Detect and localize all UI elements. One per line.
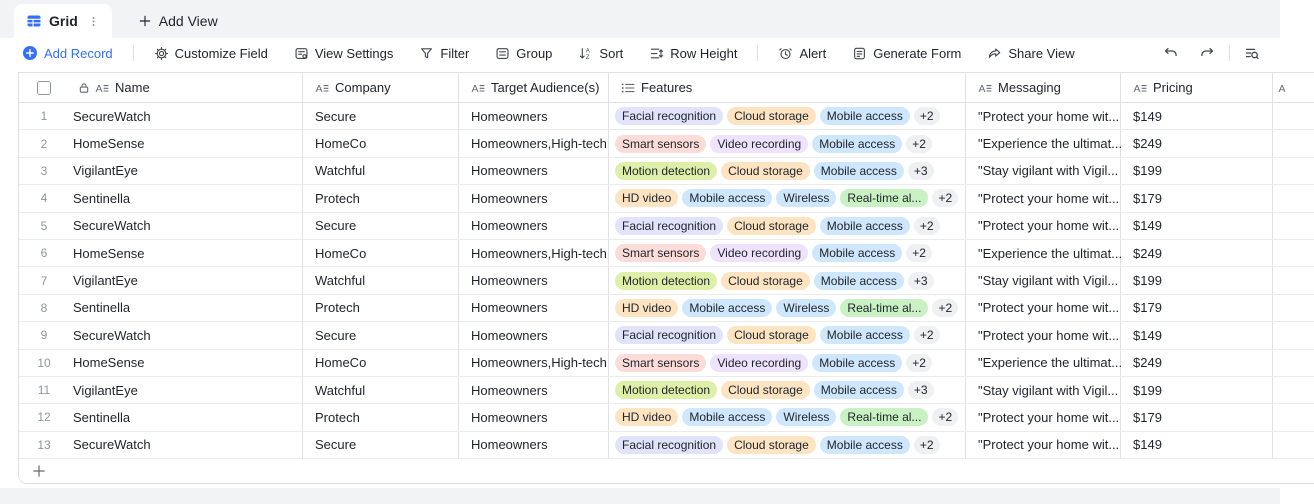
table-row[interactable]: [19, 240, 1314, 267]
next-field-cell-partial: [1273, 185, 1313, 211]
feature-tag: Cloud storage: [721, 381, 810, 399]
text-field-icon: [1133, 81, 1147, 95]
features-cell[interactable]: [609, 158, 966, 184]
row-number: 4: [40, 191, 48, 206]
toolbar-divider: [133, 45, 134, 61]
add-record-button[interactable]: Add Record: [22, 45, 113, 61]
table-row[interactable]: [19, 130, 1314, 157]
next-field-cell-partial: [1273, 404, 1313, 430]
alarm-clock-icon: [778, 46, 793, 61]
row-number: 5: [40, 218, 48, 233]
name-cell[interactable]: [19, 103, 303, 129]
view-tab-bar: [0, 0, 1280, 38]
target-audience-cell[interactable]: Homeowners: [459, 377, 609, 403]
name-value: HomeSense: [73, 245, 145, 261]
tab-grid-label: Grid: [49, 13, 78, 29]
messaging-cell[interactable]: "Protect your home wit...: [966, 432, 1121, 458]
grid-body: [19, 103, 1314, 459]
text-field-icon: [1278, 81, 1292, 95]
feature-tag: Mobile access: [820, 436, 910, 454]
undo-icon[interactable]: [1163, 45, 1179, 61]
feature-tag: Mobile access: [814, 162, 904, 180]
toolbar-divider: [757, 45, 758, 61]
table-row[interactable]: [19, 432, 1314, 459]
next-field-cell-partial: [1273, 158, 1313, 184]
next-field-cell-partial: [1273, 322, 1313, 348]
row-number: 8: [40, 300, 48, 315]
header-messaging[interactable]: A Messaging: [966, 73, 1121, 102]
row-height-icon: [649, 46, 664, 61]
name-value: HomeSense: [73, 136, 145, 152]
messaging-cell[interactable]: "Protect your home wit...: [966, 322, 1121, 348]
pricing-cell[interactable]: $199: [1121, 267, 1273, 293]
pricing-cell[interactable]: $179: [1121, 185, 1273, 211]
feature-tag: Motion detection: [615, 162, 717, 180]
target-audience-cell[interactable]: Homeowners: [459, 158, 609, 184]
next-field-cell-partial: [1273, 103, 1313, 129]
messaging-cell[interactable]: "Stay vigilant with Vigil...: [966, 377, 1121, 403]
text-field-icon: [95, 81, 109, 95]
company-cell[interactable]: Watchful: [303, 267, 459, 293]
next-field-cell-partial: [1273, 213, 1313, 239]
feature-tag: Facial recognition: [615, 107, 723, 125]
gear-icon: [154, 46, 169, 61]
svg-text:A: A: [1278, 82, 1286, 95]
target-audience-cell[interactable]: Homeowners: [459, 404, 609, 430]
feature-tag: HD video: [615, 408, 678, 426]
name-cell[interactable]: [19, 158, 303, 184]
pricing-cell[interactable]: $179: [1121, 295, 1273, 321]
features-cell[interactable]: [609, 130, 966, 156]
next-field-cell-partial: [1273, 130, 1313, 156]
pricing-cell[interactable]: $149: [1121, 322, 1273, 348]
sort-icon: [578, 46, 593, 61]
feature-tag: Mobile access: [682, 408, 772, 426]
company-cell[interactable]: Watchful: [303, 158, 459, 184]
name-value: Sentinella: [73, 300, 131, 316]
feature-overflow-count: +2: [914, 326, 940, 344]
alert-button[interactable]: Alert: [778, 46, 826, 61]
grid-table: [18, 72, 1314, 484]
feature-tag: Cloud storage: [727, 107, 816, 125]
target-audience-cell[interactable]: Homeowners: [459, 432, 609, 458]
feature-tag: Video recording: [710, 354, 808, 372]
feature-tag: Smart sensors: [615, 354, 706, 372]
svg-text:A: A: [95, 82, 103, 95]
row-height-button[interactable]: Row Height: [649, 46, 737, 61]
next-field-cell-partial: [1273, 350, 1313, 376]
feature-overflow-count: +2: [914, 436, 940, 454]
features-cell[interactable]: [609, 240, 966, 266]
feature-tag: Smart sensors: [615, 244, 706, 262]
feature-tag: Smart sensors: [615, 135, 706, 153]
header-name[interactable]: A Name: [19, 73, 303, 102]
feature-tag: Facial recognition: [615, 217, 723, 235]
pricing-cell[interactable]: $149: [1121, 213, 1273, 239]
pricing-cell[interactable]: $149: [1121, 432, 1273, 458]
feature-tag: Mobile access: [812, 244, 902, 262]
toolbar-right: [1163, 45, 1260, 61]
name-value: Sentinella: [73, 190, 131, 206]
row-number: 3: [40, 163, 48, 178]
messaging-cell[interactable]: "Protect your home wit...: [966, 404, 1121, 430]
text-field-icon: [471, 81, 485, 95]
sort-button[interactable]: A Z Sort: [578, 46, 623, 61]
header-next-field-partial: [1273, 73, 1313, 102]
pricing-cell[interactable]: $149: [1121, 103, 1273, 129]
feature-tag: Video recording: [710, 244, 808, 262]
feature-tag: Motion detection: [615, 272, 717, 290]
target-audience-cell[interactable]: Homeowners: [459, 322, 609, 348]
svg-text:A: A: [978, 82, 986, 95]
feature-overflow-count: +2: [906, 244, 932, 262]
features-cell[interactable]: [609, 350, 966, 376]
feature-tag: Cloud storage: [727, 326, 816, 344]
name-value: SecureWatch: [73, 327, 151, 343]
filter-funnel-icon: [419, 46, 434, 61]
view-settings-button[interactable]: View Settings: [294, 46, 394, 61]
row-number: 1: [40, 109, 48, 124]
target-audience-cell[interactable]: Homeowners: [459, 103, 609, 129]
messaging-cell[interactable]: "Protect your home wit...: [966, 295, 1121, 321]
messaging-cell[interactable]: "Protect your home wit...: [966, 213, 1121, 239]
search-records-icon[interactable]: [1244, 45, 1260, 61]
company-cell[interactable]: Secure: [303, 322, 459, 348]
next-field-cell-partial: [1273, 267, 1313, 293]
company-cell[interactable]: HomeCo: [303, 130, 459, 156]
redo-icon[interactable]: [1199, 45, 1215, 61]
table-row[interactable]: [19, 267, 1314, 294]
pricing-cell[interactable]: $249: [1121, 350, 1273, 376]
svg-text:A: A: [471, 82, 479, 95]
feature-tag: Cloud storage: [727, 436, 816, 454]
feature-tag: Mobile access: [812, 135, 902, 153]
row-number: 13: [37, 437, 51, 452]
name-value: SecureWatch: [73, 108, 151, 124]
name-cell[interactable]: [19, 350, 303, 376]
company-cell[interactable]: HomeCo: [303, 240, 459, 266]
feature-tag: Video recording: [710, 135, 808, 153]
name-value: VigilantEye: [73, 163, 138, 179]
feature-tag: Mobile access: [812, 354, 902, 372]
target-audience-cell[interactable]: Homeowners,High-tech: [459, 240, 609, 266]
group-button[interactable]: Group: [495, 46, 552, 61]
feature-tag: Mobile access: [820, 107, 910, 125]
feature-tag: Real-time al...: [840, 189, 928, 207]
feature-overflow-count: +2: [914, 107, 940, 125]
table-row[interactable]: [19, 322, 1314, 349]
next-field-cell-partial: [1273, 432, 1313, 458]
text-field-icon: [978, 81, 992, 95]
feature-overflow-count: +3: [908, 272, 934, 290]
name-value: SecureWatch: [73, 437, 151, 453]
svg-text:A: A: [1133, 82, 1141, 95]
company-cell[interactable]: Watchful: [303, 377, 459, 403]
company-cell[interactable]: Secure: [303, 103, 459, 129]
table-row[interactable]: [19, 350, 1314, 377]
name-cell[interactable]: [19, 130, 303, 156]
feature-tag: Mobile access: [682, 189, 772, 207]
generate-form-button[interactable]: Generate Form: [852, 46, 961, 61]
toolbar: [0, 38, 1280, 68]
target-audience-cell[interactable]: Homeowners: [459, 295, 609, 321]
pricing-cell[interactable]: $249: [1121, 130, 1273, 156]
feature-overflow-count: +2: [932, 408, 958, 426]
group-icon: [495, 46, 510, 61]
feature-overflow-count: +2: [932, 299, 958, 317]
filter-button[interactable]: Filter: [419, 46, 469, 61]
feature-tag: Facial recognition: [615, 326, 723, 344]
feature-tag: Cloud storage: [727, 217, 816, 235]
table-row[interactable]: [19, 103, 1314, 130]
pricing-cell[interactable]: $249: [1121, 240, 1273, 266]
feature-tag: Mobile access: [682, 299, 772, 317]
table-row[interactable]: [19, 213, 1314, 240]
feature-overflow-count: +2: [932, 189, 958, 207]
table-row[interactable]: [19, 185, 1314, 212]
header-company[interactable]: A Company: [303, 73, 459, 102]
company-cell[interactable]: Secure: [303, 432, 459, 458]
row-number: 11: [37, 383, 51, 398]
table-row[interactable]: [19, 404, 1314, 431]
feature-tag: Facial recognition: [615, 436, 723, 454]
row-number: 12: [37, 410, 51, 425]
add-record-row[interactable]: [19, 459, 1314, 483]
messaging-cell[interactable]: "Stay vigilant with Vigil...: [966, 267, 1121, 293]
feature-tag: Mobile access: [814, 272, 904, 290]
toolbar-divider: [1229, 45, 1230, 61]
name-cell[interactable]: [19, 267, 303, 293]
feature-tag: Mobile access: [814, 381, 904, 399]
svg-text:Z: Z: [586, 54, 590, 61]
features-cell[interactable]: [609, 103, 966, 129]
table-row[interactable]: [19, 295, 1314, 322]
pricing-cell[interactable]: $199: [1121, 158, 1273, 184]
next-field-cell-partial: [1273, 377, 1313, 403]
next-field-cell-partial: [1273, 240, 1313, 266]
messaging-cell[interactable]: "Protect your home wit...: [966, 103, 1121, 129]
name-cell[interactable]: [19, 240, 303, 266]
features-cell[interactable]: [609, 267, 966, 293]
pricing-cell[interactable]: $199: [1121, 377, 1273, 403]
features-cell[interactable]: [609, 185, 966, 211]
plus-circle-icon: [22, 45, 38, 61]
messaging-cell[interactable]: "Stay vigilant with Vigil...: [966, 158, 1121, 184]
feature-overflow-count: +2: [906, 135, 932, 153]
select-all-checkbox[interactable]: [37, 81, 51, 95]
svg-text:A: A: [315, 82, 323, 95]
features-cell[interactable]: [609, 432, 966, 458]
name-cell[interactable]: [19, 377, 303, 403]
feature-tag: Motion detection: [615, 381, 717, 399]
feature-overflow-count: +3: [908, 162, 934, 180]
name-value: SecureWatch: [73, 218, 151, 234]
table-row[interactable]: [19, 377, 1314, 404]
table-row[interactable]: [19, 158, 1314, 185]
plus-icon: [32, 464, 46, 478]
target-audience-cell[interactable]: Homeowners,High-tech: [459, 130, 609, 156]
name-cell[interactable]: [19, 432, 303, 458]
tab-grid-view[interactable]: [14, 4, 112, 38]
feature-overflow-count: +2: [914, 217, 940, 235]
name-cell[interactable]: [19, 185, 303, 211]
next-field-cell-partial: [1273, 295, 1313, 321]
features-cell[interactable]: [609, 322, 966, 348]
name-value: VigilantEye: [73, 382, 138, 398]
name-value: VigilantEye: [73, 273, 138, 289]
row-number: 7: [40, 273, 48, 288]
features-cell[interactable]: [609, 404, 966, 430]
feature-tag: HD video: [615, 189, 678, 207]
feature-tag: Wireless: [776, 189, 836, 207]
target-audience-cell[interactable]: Homeowners: [459, 185, 609, 211]
company-cell[interactable]: Protech: [303, 295, 459, 321]
add-view-label: Add View: [158, 13, 218, 29]
form-icon: [852, 46, 867, 61]
page-footer-strip: [0, 488, 1280, 504]
header-pricing[interactable]: A Pricing: [1121, 73, 1273, 102]
feature-overflow-count: +2: [906, 354, 932, 372]
header-features[interactable]: Features: [609, 73, 966, 102]
name-value: HomeSense: [73, 355, 145, 371]
row-number: 9: [40, 328, 48, 343]
grid-header-row: [19, 73, 1314, 103]
customize-field-button[interactable]: Customize Field: [154, 46, 268, 61]
feature-tag: Real-time al...: [840, 299, 928, 317]
feature-tag: Wireless: [776, 299, 836, 317]
target-audience-cell[interactable]: Homeowners: [459, 267, 609, 293]
add-view-button[interactable]: [124, 4, 232, 38]
company-cell[interactable]: Protech: [303, 404, 459, 430]
lock-icon: [78, 82, 90, 94]
feature-overflow-count: +3: [908, 381, 934, 399]
feature-tag: HD video: [615, 299, 678, 317]
features-cell[interactable]: [609, 377, 966, 403]
target-audience-cell[interactable]: Homeowners: [459, 213, 609, 239]
name-value: Sentinella: [73, 409, 131, 425]
company-cell[interactable]: Protech: [303, 185, 459, 211]
company-cell[interactable]: Secure: [303, 213, 459, 239]
share-view-button[interactable]: Share View: [987, 46, 1074, 61]
target-audience-cell[interactable]: Homeowners,High-tech: [459, 350, 609, 376]
plus-icon: [138, 14, 152, 28]
features-cell[interactable]: [609, 295, 966, 321]
messaging-cell[interactable]: "Experience the ultimat...: [966, 130, 1121, 156]
feature-tag: Wireless: [776, 408, 836, 426]
messaging-cell[interactable]: "Experience the ultimat...: [966, 350, 1121, 376]
row-number: 6: [40, 246, 48, 261]
view-settings-icon: [294, 46, 309, 61]
name-cell[interactable]: [19, 213, 303, 239]
header-target-audience[interactable]: A Target Audience(s): [459, 73, 609, 102]
feature-tag: Mobile access: [820, 217, 910, 235]
feature-tag: Mobile access: [820, 326, 910, 344]
grid-view-icon: [26, 13, 42, 29]
multi-select-icon: [621, 81, 635, 95]
company-cell[interactable]: HomeCo: [303, 350, 459, 376]
name-cell[interactable]: [19, 295, 303, 321]
svg-text:A: A: [586, 48, 591, 55]
messaging-cell[interactable]: "Protect your home wit...: [966, 185, 1121, 211]
pricing-cell[interactable]: $179: [1121, 404, 1273, 430]
name-cell[interactable]: [19, 404, 303, 430]
name-cell[interactable]: [19, 322, 303, 348]
tab-options-kebab-icon[interactable]: [85, 13, 102, 30]
row-number: 10: [37, 355, 51, 370]
feature-tag: Cloud storage: [721, 272, 810, 290]
feature-tag: Real-time al...: [840, 408, 928, 426]
feature-tag: Cloud storage: [721, 162, 810, 180]
messaging-cell[interactable]: "Experience the ultimat...: [966, 240, 1121, 266]
text-field-icon: [315, 81, 329, 95]
row-number: 2: [40, 136, 48, 151]
share-arrow-icon: [987, 46, 1002, 61]
features-cell[interactable]: [609, 213, 966, 239]
